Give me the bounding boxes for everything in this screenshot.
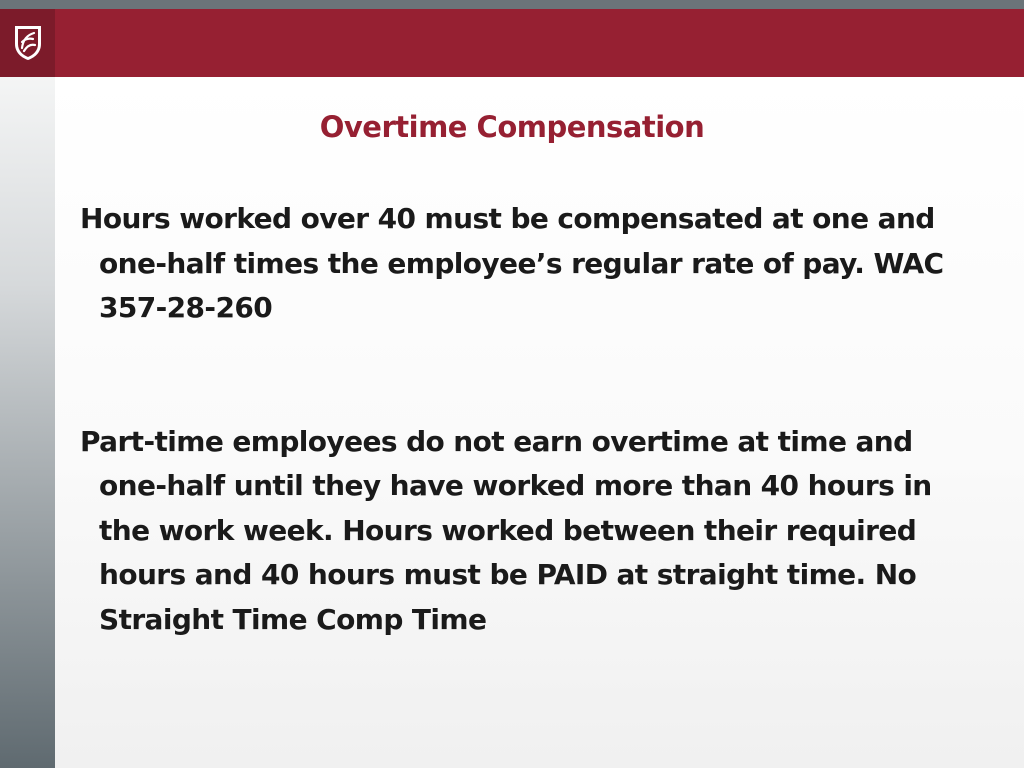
paragraph-part-time: Part-time employees do not earn overtime at time and one-half until they have worked more than 40 hours in the work week. Hours worked between their required hours and 40 hours must be PAID at straight time. No Straight Time Comp Time <box>80 424 932 636</box>
wsu-shield-icon <box>13 24 43 62</box>
sidebar-gradient <box>0 77 55 768</box>
slide-title: Overtime Compensation <box>319 110 705 144</box>
paragraph-overtime-rate: Hours worked over 40 must be compensated at one and one-half times the employee’s regular rate of pay. WAC 357-28-260 <box>80 202 944 324</box>
slide-content <box>80 197 980 642</box>
header-bar <box>0 9 1024 77</box>
top-strip <box>0 0 1024 9</box>
logo <box>0 9 55 77</box>
